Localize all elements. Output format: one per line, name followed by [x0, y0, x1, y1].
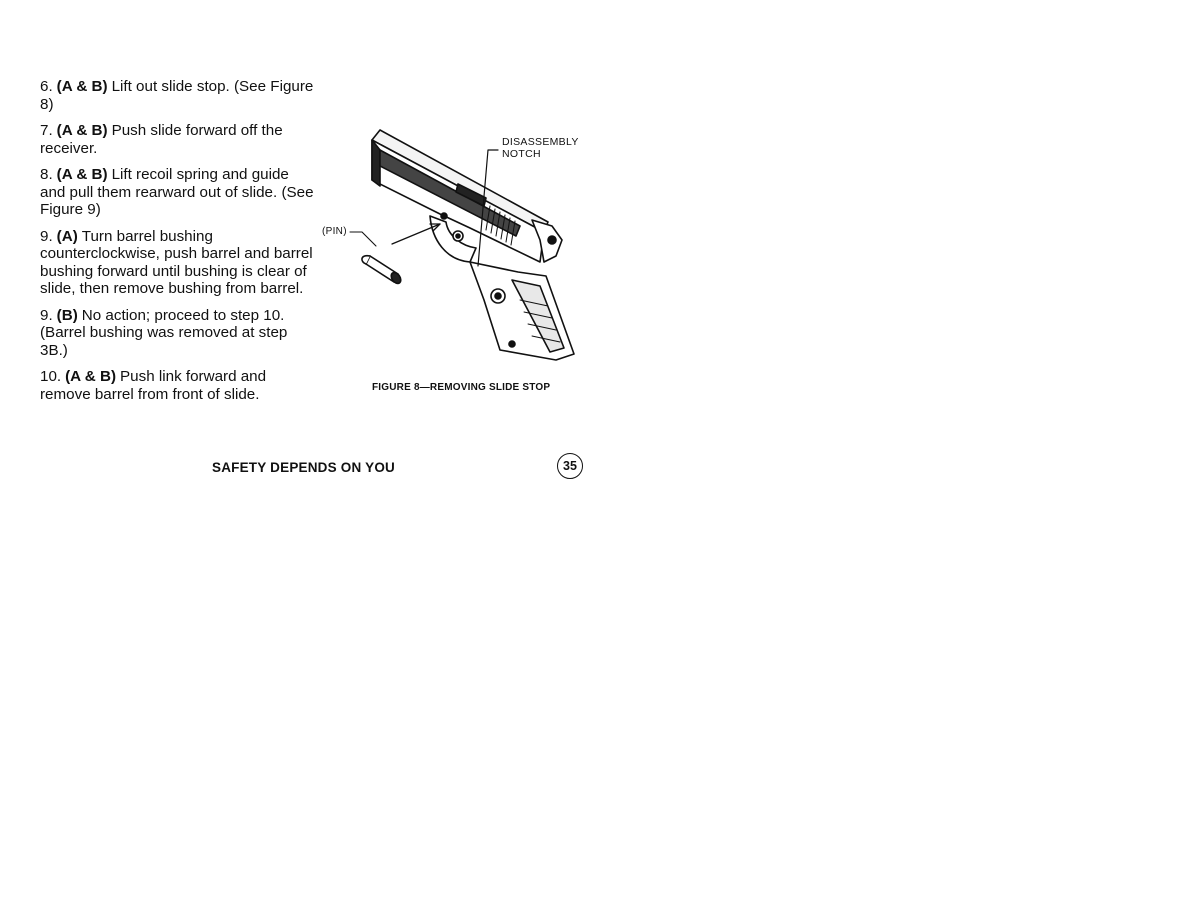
step-text: Push slide forward off the receiver.	[40, 122, 283, 157]
step-9a	[40, 228, 315, 298]
step-text: No action; proceed to step 10. (Barrel bushing was removed at step 3B.)	[40, 306, 288, 359]
step-number: 8.	[40, 166, 53, 183]
step-8	[40, 166, 315, 219]
step-number: 10.	[40, 368, 62, 385]
step-10	[40, 368, 315, 403]
callout-notch-line2: NOTCH	[502, 148, 541, 160]
step-text: Push link forward and remove barrel from front of slide.	[40, 368, 267, 403]
step-9b	[40, 307, 315, 360]
pistol-illustration-icon	[318, 124, 588, 374]
step-variant-tag: (A & B)	[56, 122, 108, 139]
callout-notch-line1: DISASSEMBLY	[502, 136, 579, 148]
step-variant-tag: (A & B)	[56, 78, 108, 95]
step-6	[40, 78, 315, 113]
step-number: 9.	[40, 306, 53, 324]
instruction-steps	[40, 78, 315, 412]
footer-safety-text: SAFETY DEPENDS ON YOU	[212, 460, 395, 475]
step-variant-tag: (A)	[56, 227, 78, 245]
step-text: Lift out slide stop. (See Figure 8)	[40, 78, 314, 113]
step-variant-tag: (B)	[56, 306, 78, 324]
step-variant-tag: (A & B)	[56, 166, 108, 183]
step-variant-tag: (A & B)	[65, 368, 117, 385]
step-number: 9.	[40, 227, 53, 245]
page-number-badge: 35	[557, 453, 583, 479]
step-text: Lift recoil spring and guide and pull them rearward out of slide. (See Figure 9)	[40, 166, 314, 218]
callout-pin: (PIN)	[322, 226, 347, 237]
step-number: 6.	[40, 78, 53, 95]
step-text: Turn barrel bushing counterclockwise, push barrel and barrel bushing forward until bushing is clear of slide, then remove bushing from barrel.	[40, 227, 313, 297]
step-7	[40, 122, 315, 157]
step-number: 7.	[40, 122, 53, 139]
figure-caption: FIGURE 8—REMOVING SLIDE STOP	[372, 382, 551, 393]
